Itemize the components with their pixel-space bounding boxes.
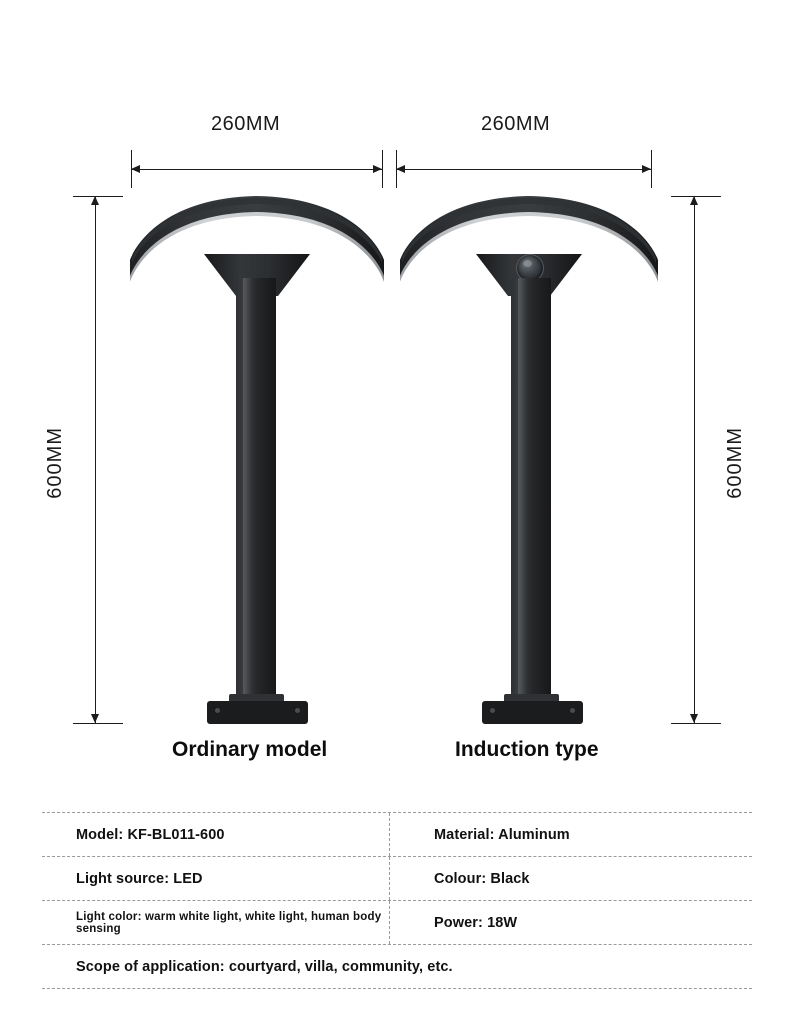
table-row: [42, 813, 752, 857]
tick-left-b: [382, 150, 383, 188]
lamp-pole-highlight-induction: [518, 278, 527, 702]
arrow-side-right-bottom: [690, 714, 698, 723]
lamp-base-induction: [482, 701, 583, 724]
dim-line-side-right: [694, 196, 695, 723]
spec-scope-of-application: Scope of application: courtyard, villa, community, etc.: [76, 958, 453, 975]
table-row: [42, 945, 752, 989]
table-row: [42, 901, 752, 945]
dimension-label-width-right: 260MM: [481, 113, 551, 135]
spec-colour: Colour: Black: [434, 870, 530, 887]
base-bolt-icon: [490, 708, 495, 713]
arrow-left-b: [373, 165, 382, 173]
lamp-pole-ordinary: [236, 278, 276, 702]
dim-line-side-left: [95, 196, 96, 723]
spec-model: Model: KF-BL011-600: [42, 813, 390, 856]
spec-light-source: Light source: LED: [42, 857, 390, 900]
caption-induction-type: Induction type: [455, 738, 599, 761]
spec-light-color: Light color: warm white light, white light, human body sensing: [42, 901, 390, 944]
dimension-label-height-right: 600MM: [724, 427, 746, 499]
dim-line-left: [131, 169, 382, 170]
base-bolt-icon: [570, 708, 575, 713]
dim-line-right: [396, 169, 651, 170]
arrow-side-left-top: [91, 196, 99, 205]
base-bolt-icon: [215, 708, 220, 713]
arrow-left-a: [131, 165, 140, 173]
tick-side-left-bottom: [73, 723, 123, 724]
table-row: [42, 857, 752, 901]
spec-material: Material: Aluminum: [434, 826, 570, 843]
base-bolt-icon: [295, 708, 300, 713]
tick-right-b: [651, 150, 652, 188]
specification-table: [42, 812, 752, 989]
lamp-pole-highlight-ordinary: [243, 278, 252, 702]
spec-power: Power: 18W: [434, 914, 518, 931]
caption-ordinary-model: Ordinary model: [172, 738, 328, 761]
arrow-right-a: [396, 165, 405, 173]
tick-side-right-bottom: [671, 723, 721, 724]
arrow-side-left-bottom: [91, 714, 99, 723]
arrow-side-right-top: [690, 196, 698, 205]
lamp-base-ordinary: [207, 701, 308, 724]
lamp-pole-induction: [511, 278, 551, 702]
dimension-label-width-left: 260MM: [211, 113, 281, 135]
dimension-label-height-left: 600MM: [44, 427, 66, 499]
arrow-right-b: [642, 165, 651, 173]
